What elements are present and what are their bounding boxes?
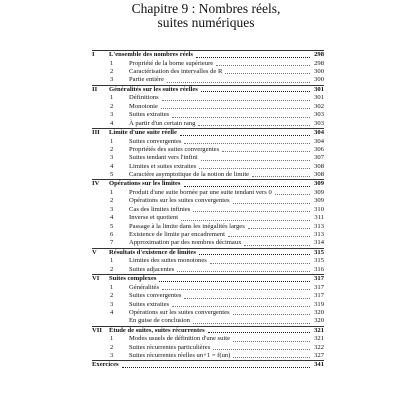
toc-entry-label: Suites adjacentes <box>129 265 175 273</box>
chapter-title <box>0 2 412 30</box>
toc-entry-number: 3 <box>110 76 114 84</box>
toc-subsection-row[interactable] <box>92 76 324 84</box>
toc-entry-number: 1 <box>110 257 114 265</box>
toc-entry-label: L'ensemble des nombres réels <box>109 51 193 58</box>
toc-leader-dots <box>184 143 310 144</box>
toc-subsection-row[interactable] <box>92 111 324 119</box>
toc-page-number: 304 <box>314 137 324 145</box>
toc-entry-number: 3 <box>110 352 114 360</box>
toc-entry-label: Partie entière <box>129 76 164 84</box>
toc-page-number: 321 <box>314 335 324 343</box>
toc-leader-dots <box>198 125 310 126</box>
toc-subsection-row[interactable] <box>92 120 324 128</box>
toc-page-number: 308 <box>314 162 324 170</box>
toc-entry-number: 2 <box>110 102 114 110</box>
toc-entry-label: Inverse et quotient <box>129 214 179 222</box>
toc-entry-label: Suites récurrentes particulières <box>129 343 211 351</box>
toc-entry-label: Suites complexes <box>109 275 157 283</box>
toc-leader-dots <box>208 332 310 333</box>
toc-section-row[interactable] <box>92 129 324 138</box>
toc-page-number: 309 <box>314 189 324 197</box>
chapter-title-line2: suites numériques <box>157 15 255 30</box>
toc-page-number: 320 <box>314 308 324 316</box>
toc-page-number: 322 <box>314 343 324 351</box>
toc-entry-label: Suites récurrentes réelles un+1 = f(un) <box>129 352 231 360</box>
toc-page-number: 309 <box>314 180 324 188</box>
toc-page-number: 311 <box>314 214 324 222</box>
toc-entry-number: 3 <box>110 111 114 119</box>
toc-leader-dots <box>184 298 310 299</box>
toc-leader-dots <box>233 357 310 358</box>
toc-page-number: 313 <box>314 222 324 230</box>
toc-leader-dots <box>201 160 310 161</box>
toc-entry-label: Monotonie <box>129 102 158 110</box>
table-of-contents <box>92 50 324 370</box>
toc-leader-dots <box>193 323 310 324</box>
toc-entry-number: IV <box>92 180 100 188</box>
toc-entry-number: 1 <box>110 137 114 145</box>
toc-entry-label: Modes usuels de définition d'une suite <box>129 335 230 343</box>
toc-page-number: 298 <box>314 59 324 67</box>
toc-page-number: 310 <box>314 205 324 213</box>
toc-entry-label: Suites extraites <box>129 111 170 119</box>
toc-entry-number: 2 <box>110 343 114 351</box>
toc-entry-number: V <box>92 248 97 256</box>
toc-entry-number: VII <box>92 326 102 334</box>
toc-leader-dots <box>162 100 310 101</box>
toc-section-row[interactable] <box>92 361 324 370</box>
toc-leader-dots <box>184 186 310 187</box>
toc-subsection-row[interactable] <box>92 146 324 154</box>
toc-entry-label: En guise de conclusion <box>129 317 190 325</box>
toc-page-number: 300 <box>314 67 324 75</box>
toc-entry-label: À partir d'un certain rang <box>129 119 196 127</box>
toc-leader-dots <box>159 281 310 282</box>
toc-entry-label: Propriétés des suites convergentes <box>129 145 220 153</box>
toc-entry-label: Existence de limite par encadrement <box>129 231 225 239</box>
toc-entry-number: 1 <box>110 59 114 67</box>
toc-leader-dots <box>167 82 310 83</box>
toc-entry-label: Propriété de la borne supérieure <box>129 59 214 67</box>
toc-leader-dots <box>233 314 310 315</box>
toc-page-number: 317 <box>314 292 324 300</box>
toc-entry-number: 7 <box>110 239 114 247</box>
toc-page-number: 315 <box>314 257 324 265</box>
toc-entry-label: Limites des suites monotones <box>129 257 207 265</box>
toc-leader-dots <box>199 254 310 255</box>
toc-page-number: 308 <box>314 171 324 179</box>
toc-subsection-row[interactable] <box>92 103 324 111</box>
toc-entry-number: 3 <box>110 205 114 213</box>
toc-leader-dots <box>244 245 310 246</box>
toc-page-number: 321 <box>314 326 324 334</box>
toc-subsection-row[interactable] <box>92 352 324 360</box>
toc-page-number: 301 <box>314 85 324 93</box>
toc-entry-label: Cas des limites infinies <box>129 205 191 213</box>
toc-entry-label: Limite d'une suite réelle <box>109 128 177 136</box>
toc-entry-label: Généralités sur les suites réelles <box>109 85 198 93</box>
toc-leader-dots <box>161 108 310 109</box>
toc-leader-dots <box>248 228 310 229</box>
toc-page-number: 327 <box>314 352 324 360</box>
toc-leader-dots <box>193 211 310 212</box>
toc-entry-number: 4 <box>110 162 114 170</box>
toc-leader-dots <box>162 289 310 290</box>
toc-leader-dots <box>275 194 310 195</box>
toc-leader-dots <box>233 203 310 204</box>
toc-entry-label: Opérations sur les suites convergentes <box>129 308 230 316</box>
toc-entry-number: 3 <box>110 300 114 308</box>
toc-subsection-row[interactable] <box>92 154 324 162</box>
toc-page-number: 313 <box>314 231 324 239</box>
toc-entry-number: 3 <box>110 154 114 162</box>
toc-entry-number: 2 <box>110 67 114 75</box>
toc-leader-dots <box>213 349 310 350</box>
toc-entry-label: Opérations sur les suites convergentes <box>129 197 230 205</box>
toc-entry-label: Suites extraites <box>129 300 170 308</box>
toc-subsection-row[interactable] <box>92 292 324 300</box>
toc-page-number: 303 <box>314 111 324 119</box>
toc-subsection-row[interactable] <box>92 223 324 231</box>
toc-entry-label: Suites convergentes <box>129 292 182 300</box>
toc-page-number: 302 <box>314 102 324 110</box>
toc-leader-dots <box>177 271 310 272</box>
toc-page-number: 317 <box>314 283 324 291</box>
toc-section-row[interactable] <box>92 86 324 95</box>
toc-leader-dots <box>225 73 310 74</box>
toc-subsection-row[interactable] <box>92 206 324 214</box>
toc-subsection-row[interactable] <box>92 301 324 309</box>
toc-entry-number: 1 <box>110 94 114 102</box>
toc-leader-dots <box>172 306 310 307</box>
toc-subsection-row[interactable] <box>92 239 324 247</box>
toc-entry-label: Définitions <box>129 94 159 102</box>
toc-subsection-row[interactable] <box>92 60 324 68</box>
toc-leader-dots <box>199 168 310 169</box>
toc-entry-label: Opérations sur les limites <box>109 180 181 188</box>
toc-entry-label: Résultats d'existence de limites <box>109 248 196 256</box>
toc-section-row[interactable] <box>92 327 324 336</box>
toc-subsection-row[interactable] <box>92 309 324 317</box>
toc-entry-label: Caractère asymptotique de la notion de limite <box>129 171 250 179</box>
toc-subsection-row[interactable] <box>92 94 324 102</box>
toc-page-number: 316 <box>314 265 324 273</box>
toc-entry-number: 2 <box>110 197 114 205</box>
toc-leader-dots <box>201 91 310 92</box>
toc-leader-dots <box>252 176 310 177</box>
toc-subsection-row[interactable] <box>92 317 324 325</box>
toc-leader-dots <box>180 135 310 136</box>
toc-subsection-row[interactable] <box>92 189 324 197</box>
toc-leader-dots <box>233 341 310 342</box>
toc-subsection-row[interactable] <box>92 257 324 265</box>
toc-subsection-row[interactable] <box>92 344 324 352</box>
toc-subsection-row[interactable] <box>92 68 324 76</box>
toc-section-row[interactable] <box>92 249 324 258</box>
toc-subsection-row[interactable] <box>92 163 324 171</box>
toc-entry-number: 4 <box>110 119 114 127</box>
toc-page-number: 300 <box>314 76 324 84</box>
toc-entry-number: 1 <box>110 335 114 343</box>
toc-page-number: 303 <box>314 119 324 127</box>
toc-page-number: 341 <box>314 361 324 369</box>
toc-entry-number: VI <box>92 275 100 283</box>
toc-entry-label: Caractérisation des intervalles de R <box>129 67 223 75</box>
toc-section-row[interactable] <box>92 51 324 60</box>
toc-entry-label: Exercices <box>92 361 119 369</box>
toc-entry-label: Limites et suites extraites <box>129 162 197 170</box>
toc-entry-label: Passage à la limite dans les inégalités larges <box>129 222 245 230</box>
toc-leader-dots <box>216 65 310 66</box>
toc-subsection-row[interactable] <box>92 214 324 222</box>
chapter-title-line1: Chapitre 9 : Nombres réels, <box>131 1 281 16</box>
toc-page-number: 315 <box>314 248 324 256</box>
toc-entry-label: Produit d'une suite bornée par une suite tendant vers 0 <box>129 189 272 197</box>
toc-entry-label: Étude de suites, suites récurrentes <box>109 326 205 334</box>
toc-entry-label: Approximation par des nombres décimaux <box>129 239 242 247</box>
toc-page-number: 317 <box>314 275 324 283</box>
toc-entry-number: 1 <box>110 283 114 291</box>
toc-page-number: 309 <box>314 197 324 205</box>
toc-subsection-row[interactable] <box>92 171 324 179</box>
toc-subsection-row[interactable] <box>92 231 324 239</box>
toc-entry-number: 4 <box>110 214 114 222</box>
toc-entry-number: 5 <box>110 222 114 230</box>
toc-leader-dots <box>122 367 310 368</box>
toc-subsection-row[interactable] <box>92 138 324 146</box>
toc-subsection-row[interactable] <box>92 197 324 205</box>
toc-leader-dots <box>172 117 310 118</box>
toc-entry-number: 6 <box>110 231 114 239</box>
toc-page-number: 304 <box>314 128 324 136</box>
toc-entry-number: 4 <box>110 308 114 316</box>
toc-page-number: 298 <box>314 51 324 58</box>
toc-leader-dots <box>228 236 310 237</box>
toc-leader-dots <box>196 57 310 58</box>
toc-page-number: 301 <box>314 94 324 102</box>
toc-entry-label: Suites tendant vers l'infini <box>129 154 198 162</box>
toc-entry-number: 5 <box>110 171 114 179</box>
toc-entry-number: 1 <box>110 189 114 197</box>
toc-entry-number: I <box>92 51 95 58</box>
toc-entry-number: 2 <box>110 265 114 273</box>
toc-page-number: 307 <box>314 154 324 162</box>
toc-page-number: 320 <box>314 317 324 325</box>
toc-entry-label: Suites convergentes <box>129 137 182 145</box>
toc-subsection-row[interactable] <box>92 335 324 343</box>
toc-entry-number: 2 <box>110 145 114 153</box>
toc-leader-dots <box>222 151 310 152</box>
toc-entry-label: Généralités <box>129 283 160 291</box>
toc-page-number: 319 <box>314 300 324 308</box>
toc-leader-dots <box>181 220 310 221</box>
toc-entry-number: 2 <box>110 292 114 300</box>
toc-entry-number: II <box>92 85 98 93</box>
toc-section-row[interactable] <box>92 180 324 189</box>
toc-leader-dots <box>210 263 310 264</box>
toc-section-row[interactable] <box>92 275 324 284</box>
toc-subsection-row[interactable] <box>92 266 324 274</box>
toc-page-number: 306 <box>314 145 324 153</box>
toc-page-number: 314 <box>314 239 324 247</box>
toc-subsection-row[interactable] <box>92 284 324 292</box>
toc-entry-number: III <box>92 128 100 136</box>
